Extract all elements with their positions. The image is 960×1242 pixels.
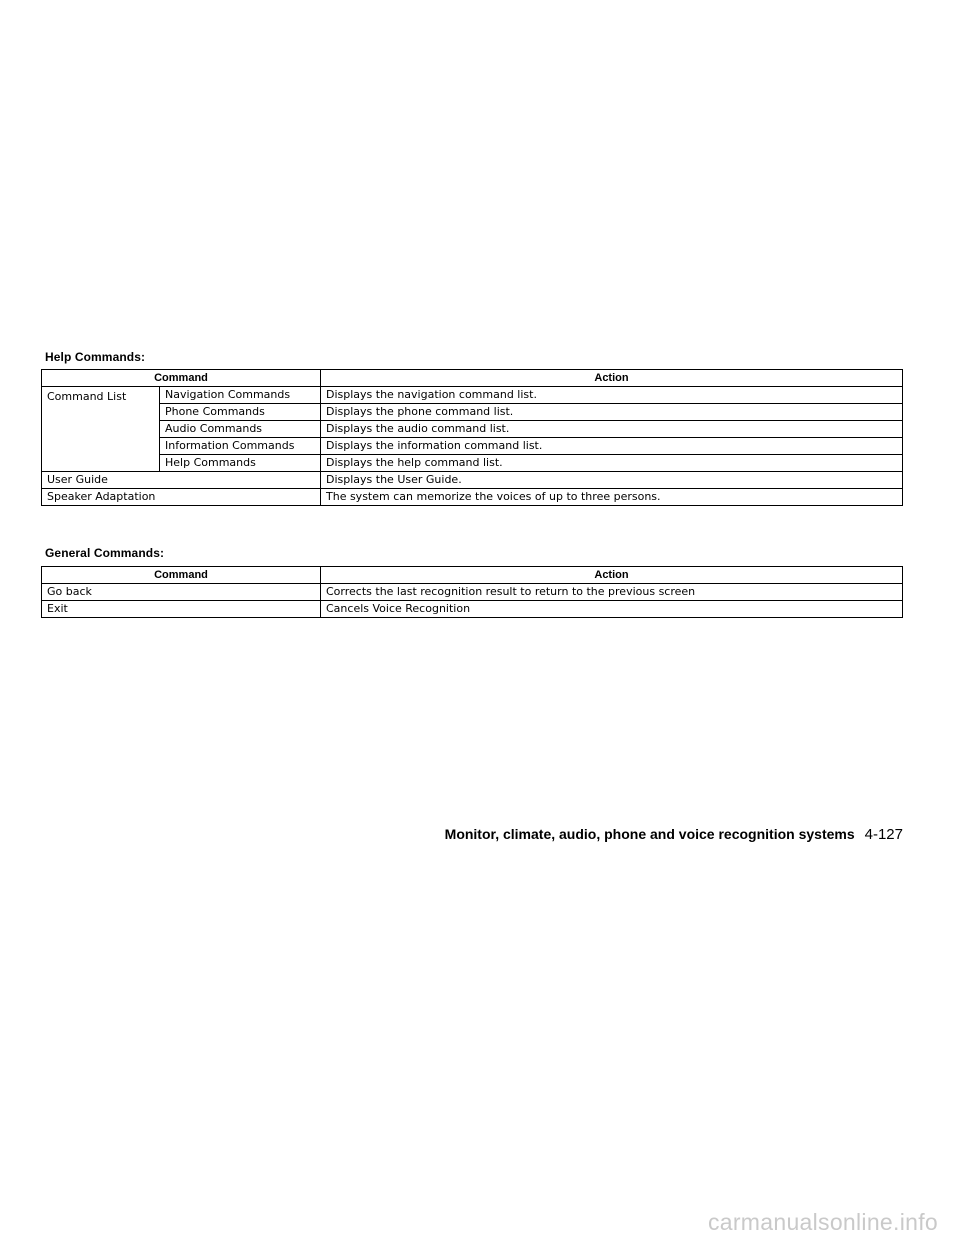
action-cell: Displays the information command list. <box>321 438 903 455</box>
help-commands-table <box>41 369 903 506</box>
action-cell: The system can memorize the voices of up to three persons. <box>321 489 903 506</box>
table-header-row <box>42 370 903 387</box>
sub-command-cell: Information Commands <box>160 438 321 455</box>
action-cell: Corrects the last recognition result to return to the previous screen <box>321 584 903 601</box>
page-number: 4-127 <box>864 826 903 843</box>
help-commands-title: Help Commands: <box>45 350 146 364</box>
command-cell: Go back <box>42 584 321 601</box>
table-header-row <box>42 567 903 584</box>
sub-command-cell: Navigation Commands <box>160 387 321 404</box>
table-row <box>42 584 903 601</box>
command-cell: Speaker Adaptation <box>42 489 321 506</box>
action-column-header: Action <box>321 370 903 387</box>
action-cell: Displays the phone command list. <box>321 404 903 421</box>
table-row <box>42 455 903 472</box>
command-list-cell: Command List <box>42 387 160 472</box>
general-commands-table <box>41 566 903 618</box>
action-cell: Displays the help command list. <box>321 455 903 472</box>
table-row <box>42 489 903 506</box>
table-row <box>42 404 903 421</box>
table-row <box>42 472 903 489</box>
table-row <box>42 601 903 618</box>
action-cell: Displays the User Guide. <box>321 472 903 489</box>
command-cell: Exit <box>42 601 321 618</box>
page-footer <box>445 826 903 843</box>
action-column-header: Action <box>321 567 903 584</box>
table-row <box>42 421 903 438</box>
sub-command-cell: Phone Commands <box>160 404 321 421</box>
watermark: carmanualsonline.info <box>707 1209 938 1235</box>
action-cell: Displays the navigation command list. <box>321 387 903 404</box>
command-column-header: Command <box>42 370 321 387</box>
sub-command-cell: Audio Commands <box>160 421 321 438</box>
action-cell: Cancels Voice Recognition <box>321 601 903 618</box>
general-commands-title: General Commands: <box>45 546 165 560</box>
table-row <box>42 387 903 404</box>
command-column-header: Command <box>42 567 321 584</box>
sub-command-cell: Help Commands <box>160 455 321 472</box>
table-row <box>42 438 903 455</box>
footer-section-title: Monitor, climate, audio, phone and voice recognition systems <box>444 826 855 842</box>
command-cell: User Guide <box>42 472 321 489</box>
action-cell: Displays the audio command list. <box>321 421 903 438</box>
